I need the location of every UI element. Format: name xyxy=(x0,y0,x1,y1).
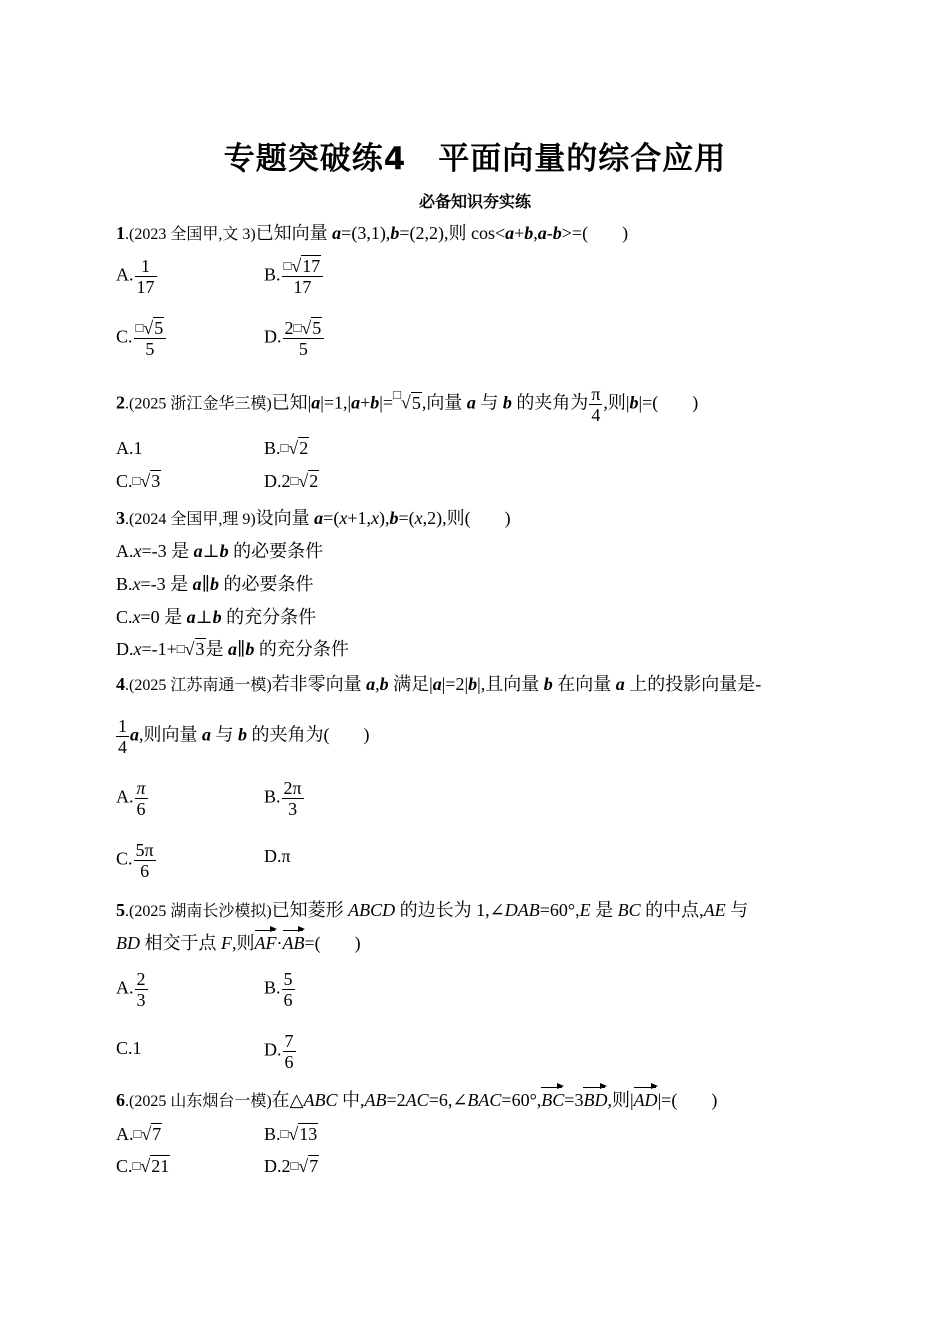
question-4-option-a[interactable]: A. $\frac{\pi}{6}$ xyxy=(116,778,146,819)
question-1-option-c[interactable]: C. $\frac{^□√5}{5}$ xyxy=(116,318,167,359)
question-2-option-d[interactable]: D.2□√2 xyxy=(264,471,319,491)
question-6-option-c[interactable]: C.□√21 xyxy=(116,1156,170,1176)
question-3-stem: 3.(2024 全国甲,理 9)设向量 a=(x+1,x),b=(x,2),则( ) xyxy=(116,508,511,528)
question-2-option-c[interactable]: C.□√3 xyxy=(116,471,161,491)
vector-bc: BC xyxy=(541,1090,565,1110)
question-3-option-c[interactable]: C.x=0 是 a⊥b 的充分条件 xyxy=(116,607,317,627)
question-3-option-b[interactable]: B.x=-3 是 a∥b 的必要条件 xyxy=(116,574,314,594)
vector-af: AF xyxy=(254,933,277,953)
question-3-option-d[interactable]: D.x=-1+□√3是 a∥b 的充分条件 xyxy=(116,639,349,659)
question-5-option-b[interactable]: B. $\frac{5}{6}$ xyxy=(264,969,293,1010)
question-4-option-d[interactable]: D.π xyxy=(264,846,291,866)
question-5-stem: 5.(2025 湖南长沙模拟)已知菱形 ABCD 的边长为 1,∠DAB=60°,E 是 BC 的中点,AE 与 xyxy=(116,900,749,920)
question-4-option-b[interactable]: B. $\frac{2\pi}{3}$ xyxy=(264,778,302,819)
question-3-option-a[interactable]: A.x=-3 是 a⊥b 的必要条件 xyxy=(116,541,324,561)
question-4-option-c[interactable]: C. $\frac{5\pi}{6}$ xyxy=(116,840,154,881)
vector-ab: AB xyxy=(282,933,305,953)
question-5-option-a[interactable]: A. $\frac{2}{3}$ xyxy=(116,969,146,1010)
question-6-stem: 6.(2025 山东烟台一模)在△ABC 中,AB=2AC=6,∠BAC=60°,BC=3BD,则|AD|=( ) xyxy=(116,1090,718,1110)
question-1-option-d[interactable]: D. $\frac{2^□√5}{5}$ xyxy=(264,318,325,359)
question-1-option-b[interactable]: B. $\frac{^□√17}{17}$ xyxy=(264,256,324,297)
question-4-stem: 4.(2025 江苏南通一模)若非零向量 a,b 满足|a|=2|b|,且向量 b 在向量 a 上的投影向量是- xyxy=(116,674,762,694)
question-5-option-d[interactable]: D. $\frac{7}{6}$ xyxy=(264,1031,294,1072)
question-2-option-b[interactable]: B.□√2 xyxy=(264,438,309,458)
question-5-option-c[interactable]: C.1 xyxy=(116,1038,142,1058)
vector-ad: AD xyxy=(633,1090,658,1110)
question-2-stem: 2.(2025 浙江金华三模)已知|a|=1,|a+b|=□√5,向量 a 与 b 的夹角为 $\frac{\pi}{4}$ ,则|b|=( ) xyxy=(116,384,699,425)
question-1-stem: 1.(2023 全国甲,文 3)已知向量 a=(3,1),b=(2,2),则 cos<a+b,a-b>=( ) xyxy=(116,223,629,243)
section-subtitle: 必备知识夯实练 xyxy=(418,192,531,211)
question-6-option-a[interactable]: A.□√7 xyxy=(116,1124,162,1144)
question-6-option-d[interactable]: D.2□√7 xyxy=(264,1156,319,1176)
page-title: 专题突破练4 平面向量的综合应用 xyxy=(223,141,727,177)
question-2-option-a[interactable]: A.1 xyxy=(116,438,143,458)
question-6-option-b[interactable]: B.□√13 xyxy=(264,1124,318,1144)
question-1-option-a[interactable]: A. $\frac{1}{17}$ xyxy=(116,256,155,297)
vector-bd: BD xyxy=(583,1090,608,1110)
question-4-stem-cont: $\frac{1}{4}$ a,则向量 a 与 b 的夹角为( ) xyxy=(118,716,370,757)
question-5-stem-cont: BD 相交于点 F,则AF·AB=( ) xyxy=(116,933,361,953)
